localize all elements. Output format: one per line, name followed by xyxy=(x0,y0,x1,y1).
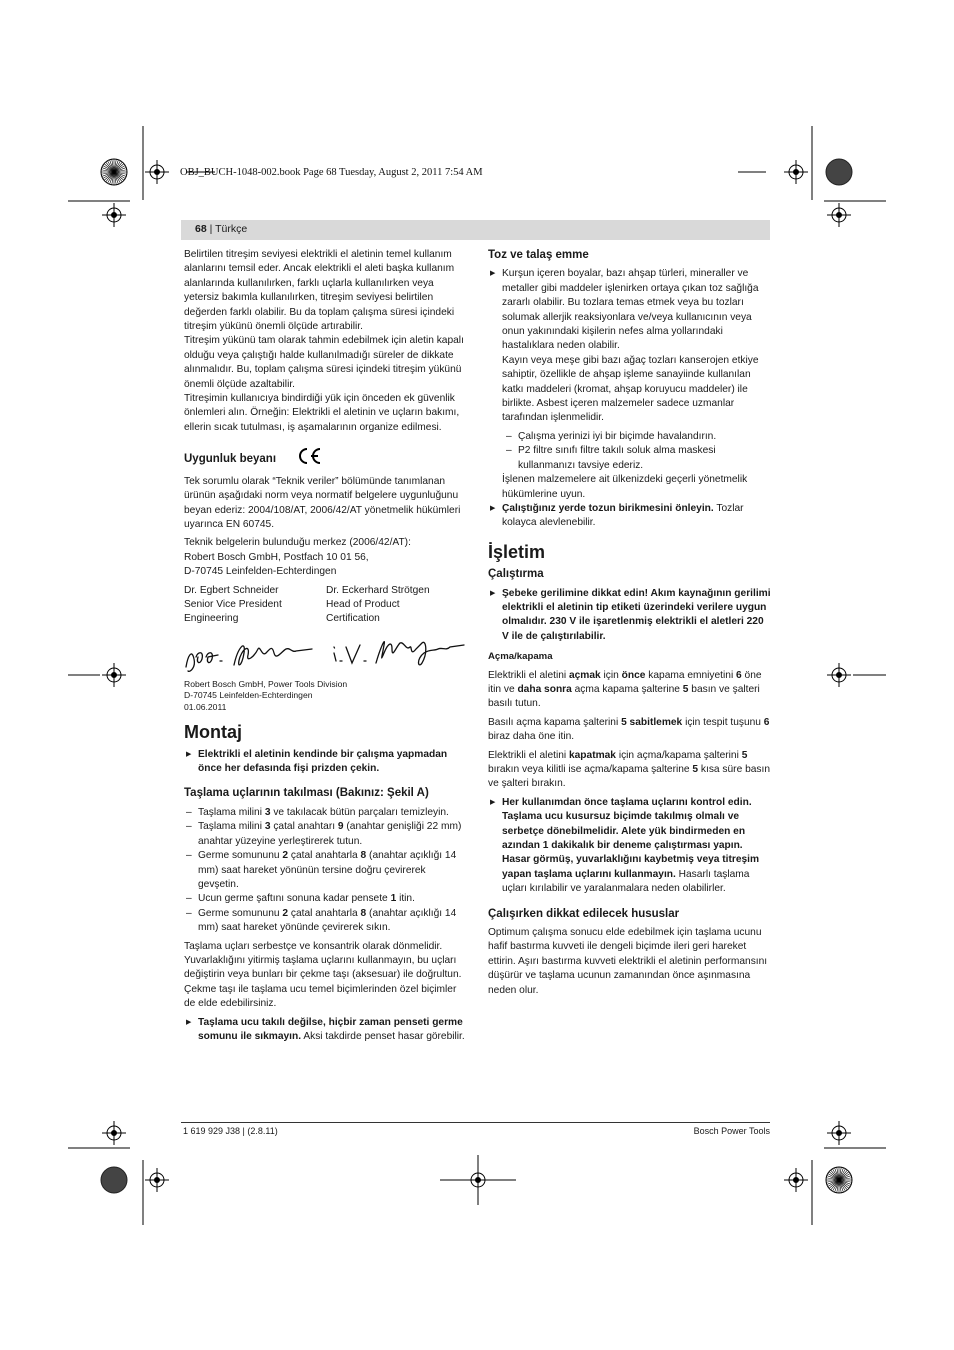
switch-off-paragraph xyxy=(488,749,772,792)
tech-docs-address-2: D-70745 Leinfelden-Echterdingen xyxy=(184,566,337,578)
mount-step-run: 8 xyxy=(360,907,367,919)
working-tips-heading: Çalışırken dikkat edilecek hususlar xyxy=(488,907,680,920)
signatory-left-title: Senior Vice President xyxy=(184,598,282,610)
signatory-right-title: Head of Product xyxy=(326,598,400,610)
company-address: D-70745 Leinfelden-Echterdingen xyxy=(184,690,313,701)
footer-brand: Bosch Power Tools xyxy=(693,1126,770,1136)
footer-rule xyxy=(181,1122,770,1123)
mount-step-run: 3 xyxy=(264,821,271,833)
switch-off-run: bırakın veya kilitli ise açma/kapama şalterine xyxy=(488,764,693,775)
mount-step xyxy=(184,849,468,892)
startup-heading: Çalıştırma xyxy=(488,568,544,581)
mount-heading: Taşlama uçlarının takılması (Bakınız: Şekil A) xyxy=(184,787,429,800)
check-warning: ▶ Her kullanımdan önce taşlama uçlarını kontrol edin. Taşlama ucu kusursuz biçimde takılmış olmalı ve serbetçe dönebilmelidir. Alete yük bindirmeden en azından 1 dakikalık bir deneme çalıştırması yapın. Hasar görmüş, yuvarlaklığını kaybetmiş veya titreşim yapan taşlama uçlarını kullanmayın. Hasarlı taşlama uçları kırılabilir ve yaralanmalara neden olabilirler. xyxy=(488,796,772,897)
switch-on-run: öne itin ve xyxy=(488,669,762,695)
mount-step xyxy=(184,907,468,936)
conformity-text: Tek sorumlu olarak “Teknik veriler” bölümünde tanımlanan ürünün aşağıdaki norm veya normatif belgelere uygunluğunu beyan ederiz: 2004/108/AT, 2006/42/AT yönetmelik hükümleri uyarınca EN 60745. xyxy=(184,475,461,530)
switch-off-run: kapatmak xyxy=(568,749,616,761)
signatories xyxy=(184,584,468,627)
mount-step-run: (anahtar açıklığı 14 mm) saat hareket yönünün tersine doğru çevirerek gevşetin. xyxy=(198,850,457,890)
mount-steps xyxy=(184,806,468,936)
page-language: Türkçe xyxy=(215,223,248,235)
mount-step-run: 2 xyxy=(282,850,289,862)
dust-dash-1: – Çalışma yerinizi iyi bir biçimde havalandırın. xyxy=(488,430,772,444)
mount-step xyxy=(184,806,468,820)
switch-on-run: basın ve şalteri basılı tutun. xyxy=(488,683,760,710)
vibration-paragraph-2: Titreşim yükünü tam olarak tahmin edebilmek için aletin kapalı olduğu veya çalıştığı halde kullanılmadığı süreler de dikkate alınmalıdır. Bu, toplam çalışma süresi içindeki titreşim yükünü önemli ölçüde azaltabilir. xyxy=(184,335,464,390)
mount-step-run: 8 xyxy=(360,850,367,862)
switch-off-run: 5 xyxy=(692,764,699,775)
lock-run: 5 sabitlemek xyxy=(621,716,683,728)
switch-off-run: 5 xyxy=(741,749,748,761)
switch-on-run: 6 xyxy=(736,669,742,681)
lock-run: Basılı açma kapama şalterini xyxy=(488,716,622,728)
mount-step-run: itin. xyxy=(396,893,415,905)
voltage-warning: ▶ Şebeke gerilimine dikkat edin! Akım kaynağının gerilimi elektrikli el aletinin tip etiketi üzerindeki verilere uygun olmalıdır. 230 V ile işaretlenmiş elektrikli el aletleri 220 V ile de çalıştırılabilir. xyxy=(488,587,772,645)
switch-off-run: için açma/kapama şalterini xyxy=(615,749,742,761)
lock-run: için tespit tuşunu xyxy=(682,716,764,728)
mount-step xyxy=(184,820,468,849)
lock-run: biraz daha öne itin. xyxy=(488,731,575,743)
switch-on-run: daha sonra xyxy=(517,683,572,695)
tech-docs-label: Teknik belgelerin bulunduğu merkez (2006/42/AT): xyxy=(184,537,411,549)
switch-on-run: açmak xyxy=(568,669,601,681)
mount-step-run: çatal anahtarı xyxy=(270,821,338,833)
onoff-heading: Açma/kapama xyxy=(488,651,553,663)
switch-on-run: için xyxy=(600,669,622,681)
mount-step-run: çatal anahtarla xyxy=(288,907,361,919)
grinding-tools-paragraph: Taşlama uçları serbestçe ve konsantrik olarak dönmelidir. Yuvarlaklığını yitirmiş taşlama uçlarını kullanmayın, bu uçları değiştirin veya bunları bir çekme taşı (aksesuar) ile doğrultun. Çekme taşı ile taşlama ucu temel biçimlerinden özel biçimler de elde edebilirsiniz. xyxy=(184,940,462,1010)
lock-run: 6 xyxy=(763,716,770,728)
tech-docs-address-1: Robert Bosch GmbH, Postfach 10 01 56, xyxy=(184,551,369,563)
vibration-paragraph-1: Belirtilen titreşim seviyesi elektrikli el aletinin temel kullanım alanlarını temsil eder. Ancak elektrikli el aleti başka kullanım alanlarında kullanılırken, farklı uçlarla kullanılırken veya yetersiz bakımla kullanılırken, titreşim seviyesi belirtilen değerden farklı olabilir. Bu da toplam çalışma süresi içindeki titreşim yükünü önemli ölçüde artırabilir. xyxy=(184,249,455,333)
mount-step-run: ve takılacak bütün parçaları temizleyin. xyxy=(270,806,449,818)
switch-on-run: Elektrikli el aletini xyxy=(488,669,569,681)
operation-heading: İşletim xyxy=(488,541,546,562)
signatures xyxy=(184,627,468,679)
signatory-right-name: Dr. Eckerhard Strötgen xyxy=(326,584,430,596)
dust-warning: ▶ Çalıştığınız yerde tozun birikmesini önleyin. Tozlar kolayca alevlenebilir. xyxy=(488,502,772,531)
working-tips-paragraph: Optimum çalışma sonucu elde edebilmek için taşlama ucunu hafif bastırma kuvveti ile dengeli biçimde ileri geri hareket ettirin. Aşırı bastırma kuvveti elektrikli el aletinin performansını düşürür ve taşlama ucunun zamanından önce aşınmasına neden olur. xyxy=(488,927,768,996)
signatory-left-name: Dr. Egbert Schneider xyxy=(184,584,279,596)
page-number: 68 xyxy=(195,223,207,235)
mount-step-run: çatal anahtarla xyxy=(288,850,361,862)
print-slug: OBJ_BUCH-1048-002.book Page 68 Tuesday, August 2, 2011 7:54 AM xyxy=(180,167,483,178)
conformity-heading: Uygunluk beyanı xyxy=(184,447,468,469)
left-column xyxy=(184,248,468,1044)
signatory-right-dept: Certification xyxy=(326,613,380,625)
mount-step-run: 3 xyxy=(264,806,271,818)
montaj-heading: Montaj xyxy=(184,722,242,743)
vibration-paragraph-3: Titreşimin kullanıcıya bindirdiği yük için önceden ek güvenlik önlemleri alın. Örneğin: Elektrikli el aletinin ve uçların bakımı, ellerin sıcak tutulması, iş aşamalarının organize edilmesi. xyxy=(184,393,460,433)
dust-paragraph-3: İşlenen malzemelere ait ülkenizdeki geçerli yönetmelik hükümlerine uyun. xyxy=(502,474,748,500)
mount-step xyxy=(184,892,468,906)
switch-on-run: önce xyxy=(621,669,646,681)
lock-paragraph xyxy=(488,716,772,745)
mount-step-run: 1 xyxy=(390,893,397,905)
footer-doc-number: 1 619 929 J38 | (2.8.11) xyxy=(183,1126,278,1136)
declaration-date: 01.06.2011 xyxy=(184,701,227,712)
switch-on-run: kapama emniyetini xyxy=(645,669,737,681)
dust-paragraph-1: ▶ Kurşun içeren boyalar, bazı ahşap türleri, mineraller ve metaller gibi maddeler işlenirken ortaya çıkan toz sağlığa zararlı olabilir. Bu tozlara temas etmek veya bu tozları solumak allerjik reaksiyonlara ve/veya kullanıcının veya onun yakınındaki kişilerin nefes alma yollarındaki hastalıklara neden olabilir. xyxy=(488,267,772,353)
montaj-warning: ▶ Elektrikli el aletinin kendinde bir çalışma yapmadan önce her defasında fişi prizden çekin. xyxy=(184,748,468,777)
mount-step-run: Taşlama milini xyxy=(198,806,265,818)
mount-step-run: 9 xyxy=(337,821,344,833)
mount-step-run: (anahtar açıklığı 14 mm) saat hareket yönünde çevirerek sıkın. xyxy=(198,907,457,934)
page-header-bar: 68 | Türkçe xyxy=(181,220,770,240)
switch-on-run: açma kapama şalterine xyxy=(571,683,683,695)
mount-step-run: 2 xyxy=(282,907,289,919)
dust-paragraph-2: Kayın veya meşe gibi bazı ağaç tozları kanserojen etkiye sahiptir, özellikle de ahşap işleme sanayiinde kullanılan katkı maddeleri (kromat, ahşap koruyucu maddeler) ile birlikte. Asbest içeren malzemeler sadece uzmanlar tarafından işlenmelidir. xyxy=(502,354,759,424)
ce-mark-icon xyxy=(297,447,323,469)
handwritten-signatures xyxy=(184,627,474,677)
mount-step-run: Taşlama milini xyxy=(198,821,265,833)
mount-step-run: (anahtar genişliği 22 mm) anahtar yüzeyine yerleştirerek tutun. xyxy=(198,821,462,847)
mount-step-run: Ucun germe şaftını sonuna kadar pensete xyxy=(198,893,391,905)
signatory-left-dept: Engineering xyxy=(184,613,239,625)
switch-off-run: Elektrikli el aletini xyxy=(488,749,569,761)
switch-off-run: kısa süre basın ve şalteri bırakın. xyxy=(488,764,770,790)
collet-warning: ▶ Taşlama ucu takılı değilse, hiçbir zaman penseti germe somunu ile sıkmayın. Aksi takdirde penset hasar görebilir. xyxy=(184,1016,468,1045)
switch-on-run: 5 xyxy=(682,683,689,695)
mount-step-run: Germe somununu xyxy=(198,907,283,919)
company-name: Robert Bosch GmbH, Power Tools Division xyxy=(184,678,348,689)
right-column xyxy=(488,248,772,998)
dust-heading: Toz ve talaş emme xyxy=(488,249,589,261)
dust-dash-2: – P2 filtre sınıfı filtre takılı soluk alma maskesi kullanmanızı tavsiye ederiz. xyxy=(488,444,772,473)
switch-on-paragraph xyxy=(488,669,772,712)
mount-step-run: Germe somununu xyxy=(198,850,283,862)
